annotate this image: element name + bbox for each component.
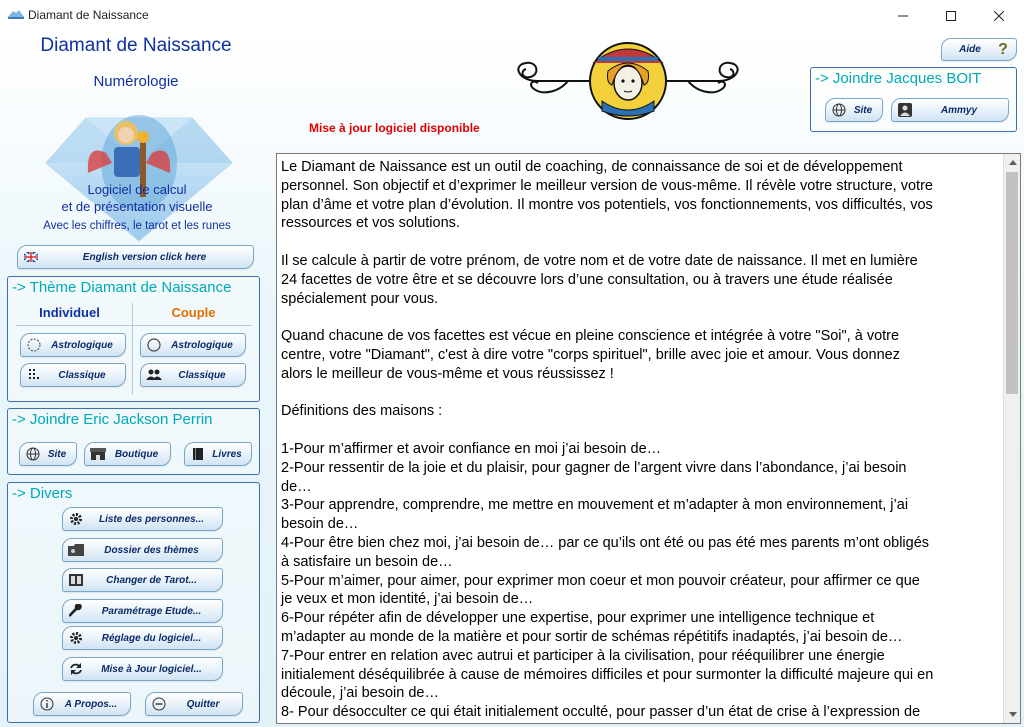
parametrage-etude-button[interactable] bbox=[62, 599, 223, 623]
house-line: je veux et mon identité, j’ai besoin de… bbox=[281, 591, 534, 608]
eric-panel-title: -> Joindre Eric Jackson Perrin bbox=[12, 411, 213, 428]
changer-tarot-label: Changer de Tarot... bbox=[106, 574, 197, 586]
ammyy-label: Ammyy bbox=[940, 104, 978, 116]
para2-line: spécialement pour vous. bbox=[281, 290, 439, 307]
logo-caption-line3: Avec les chiffres, le tarot et les runes bbox=[43, 220, 231, 232]
help-button[interactable] bbox=[941, 38, 1017, 61]
gear-icon bbox=[67, 511, 85, 527]
couple-astrologique-button[interactable] bbox=[140, 333, 246, 357]
update-notice: Mise à jour logiciel disponible bbox=[309, 121, 480, 135]
eric-site-button[interactable] bbox=[19, 442, 77, 466]
angel-medallion-emblem bbox=[498, 35, 758, 125]
eric-panel bbox=[7, 408, 260, 475]
logo-caption-line1: Logiciel de calcul bbox=[87, 182, 187, 197]
house-line: à satisfaire un besoin de… bbox=[281, 553, 453, 570]
house-line: découle, j’ai besoin de… bbox=[281, 685, 439, 702]
house-line: m’adapter au monde de la matière et pour sortir de schémas répétitifs inadaptés, j’ai besoin de… bbox=[281, 628, 903, 645]
globe-icon bbox=[24, 446, 42, 462]
jacques-site-button[interactable] bbox=[825, 98, 883, 122]
a-propos-button[interactable] bbox=[33, 692, 131, 716]
house-line: 5-Pour m’aimer, pour aimer, pour exprimer mon coeur et mon pouvoir créateur, pour affirmer ce que bbox=[281, 572, 920, 589]
minimize-icon bbox=[898, 11, 908, 21]
jacques-panel-title: -> Joindre Jacques BOIT bbox=[815, 70, 982, 87]
help-label: Aide bbox=[959, 44, 981, 55]
quitter-button[interactable] bbox=[145, 692, 243, 716]
theme-panel-title: -> Thème Diamant de Naissance bbox=[12, 279, 232, 296]
para3-line: Quand chacune de vos facettes est vécue en pleine conscience et intégrée à votre "Soi", à votre bbox=[281, 328, 900, 345]
scroll-up-arrow-icon[interactable] bbox=[1004, 154, 1021, 171]
quitter-label: Quitter bbox=[186, 698, 220, 710]
logo-caption-line2: et de présentation visuelle bbox=[61, 199, 213, 214]
subtitle: Numérologie bbox=[93, 73, 179, 90]
app-title: Diamant de Naissance bbox=[40, 35, 232, 56]
individuel-classique-label: Classique bbox=[58, 369, 106, 381]
individuel-astrologique-label: Astrologique bbox=[51, 339, 113, 351]
eric-boutique-label: Boutique bbox=[114, 448, 159, 460]
remote-support-icon bbox=[896, 102, 914, 118]
maximize-icon bbox=[946, 11, 956, 21]
reglage-logiciel-button[interactable] bbox=[62, 626, 223, 650]
shop-icon bbox=[89, 446, 107, 462]
parametrage-etude-label: Paramétrage Etude... bbox=[101, 605, 202, 617]
info-icon bbox=[38, 696, 56, 712]
uk-flag-icon bbox=[22, 249, 40, 265]
house-line: 3-Pour apprendre, comprendre, me mettre en mouvement et m’adapter à mon environnement, j’ai bbox=[281, 497, 909, 514]
couple-classique-label: Classique bbox=[178, 369, 226, 381]
title-bar bbox=[0, 0, 1024, 32]
minus-circle-icon bbox=[150, 696, 168, 712]
house-line: de… bbox=[281, 478, 312, 495]
para3-line: centre, votre "Diamant", c'est à dire votre "corps spirituel", brille avec joie et amour. Vous donnez bbox=[281, 346, 900, 363]
theme-panel bbox=[7, 276, 260, 402]
jacques-site-label: Site bbox=[853, 104, 873, 116]
para1-line: Le Diamant de Naissance est un outil de coaching, de connaissance de soi et de développement bbox=[281, 159, 903, 175]
house-line: 2-Pour ressentir de la joie et du plaisir, pour gagner de l’argent vivre dans l’abondance, j’ai besoin bbox=[281, 459, 907, 476]
house-line: 1-Pour m’affirmer et avoir confiance en moi j’ai besoin de… bbox=[281, 440, 662, 457]
para2-line: 24 facettes de votre être et se découvre lors d’une consultation, ou à travers une étude réalisée bbox=[281, 271, 893, 288]
eric-boutique-button[interactable] bbox=[84, 442, 171, 466]
english-version-label: English version click here bbox=[82, 251, 207, 263]
dossier-themes-label: Dossier des thèmes bbox=[104, 544, 199, 556]
house-line: initialement déséquilibrée à cause de mémoires difficiles et pour surmonter la difficulté majeure qui en bbox=[281, 666, 934, 683]
individuel-classique-button[interactable] bbox=[20, 363, 126, 387]
para1-line: plan d’âme et votre plan d’évolution. Il montre vos potentiels, vos fonctionnements, vos difficultés, vos bbox=[281, 196, 933, 213]
divers-panel bbox=[7, 482, 260, 723]
changer-tarot-button[interactable] bbox=[62, 568, 223, 592]
couple-classique-button[interactable] bbox=[140, 363, 246, 387]
ammyy-button[interactable] bbox=[891, 98, 1009, 122]
english-version-button[interactable] bbox=[17, 245, 254, 269]
individuel-label: Individuel bbox=[39, 305, 100, 320]
couple-label: Couple bbox=[171, 305, 216, 320]
maximize-button[interactable] bbox=[928, 0, 974, 31]
circle-icon bbox=[145, 337, 163, 353]
grid-dots-icon bbox=[25, 367, 43, 383]
scrollbar-thumb[interactable] bbox=[1006, 172, 1018, 394]
couple-astrologique-label: Astrologique bbox=[171, 339, 233, 351]
house-line: 6-Pour répéter afin de développer une expertise, pour exprimer une intelligence technique et bbox=[281, 610, 875, 627]
house-line: besoin de… bbox=[281, 516, 359, 533]
definitions-heading: Définitions des maisons : bbox=[281, 403, 443, 420]
refresh-icon bbox=[67, 661, 85, 677]
folder-icon bbox=[67, 542, 85, 558]
wrench-icon bbox=[67, 603, 85, 619]
gear-icon bbox=[67, 630, 85, 646]
dossier-themes-button[interactable] bbox=[62, 538, 223, 562]
eric-livres-label: Livres bbox=[212, 448, 242, 460]
jacques-panel bbox=[810, 67, 1017, 132]
liste-personnes-label: Liste des personnes... bbox=[98, 513, 205, 525]
reglage-logiciel-label: Réglage du logiciel... bbox=[101, 632, 202, 644]
theme-divider bbox=[16, 325, 252, 326]
close-icon bbox=[994, 11, 1004, 21]
main-window bbox=[0, 31, 1024, 727]
globe-icon bbox=[830, 102, 848, 118]
house-line: 7-Pour entrer en relation avec autrui et participer à la civilisation, pour rééquilibrer une énergie bbox=[281, 647, 885, 664]
scroll-down-arrow-icon[interactable] bbox=[1004, 706, 1021, 723]
para2-line: Il se calcule à partir de votre prénom, de votre nom et de votre date de naissance. Il met en lumière bbox=[281, 252, 918, 269]
vertical-scrollbar[interactable] bbox=[1003, 154, 1020, 723]
individuel-astrologique-button[interactable] bbox=[20, 333, 126, 357]
two-people-icon bbox=[145, 367, 163, 383]
zodiac-circle-icon bbox=[25, 337, 43, 353]
minimize-button[interactable] bbox=[880, 0, 926, 31]
house-line: 8- Pour désocculter ce qui était initialement occulté, pour passer d’un état de crise à l’expression de bbox=[281, 704, 921, 721]
theme-vertical-divider bbox=[132, 303, 133, 395]
diamond-icon bbox=[8, 9, 24, 21]
book-icon bbox=[189, 446, 207, 462]
house-line: 4-Pour être bien chez moi, j’ai besoin de… par ce qu’ils ont été ou pas été mes parents m’ont obligés bbox=[281, 534, 930, 551]
description-content bbox=[281, 158, 1001, 722]
mise-a-jour-button[interactable] bbox=[62, 657, 223, 681]
question-icon: ? bbox=[998, 40, 1008, 58]
liste-personnes-button[interactable] bbox=[62, 507, 223, 531]
tarot-card-icon bbox=[67, 572, 85, 588]
divers-panel-title: -> Divers bbox=[12, 485, 73, 502]
para3-line: alors le meilleur de vous-même et vous réussissez ! bbox=[281, 365, 614, 382]
description-textarea[interactable] bbox=[276, 153, 1021, 724]
window-title: Diamant de Naissance bbox=[28, 8, 149, 22]
para1-line: personnel. Son objectif et d’exprimer le meilleur version de vous-même. Il révèle votre structure, votre bbox=[281, 177, 933, 194]
eric-site-label: Site bbox=[47, 448, 67, 460]
para1-line: ressources et vos solutions. bbox=[281, 215, 460, 232]
mise-a-jour-label: Mise à Jour logiciel... bbox=[101, 663, 202, 675]
a-propos-label: A Propos... bbox=[64, 698, 118, 710]
eric-livres-button[interactable] bbox=[184, 442, 252, 466]
close-button[interactable] bbox=[976, 0, 1022, 31]
